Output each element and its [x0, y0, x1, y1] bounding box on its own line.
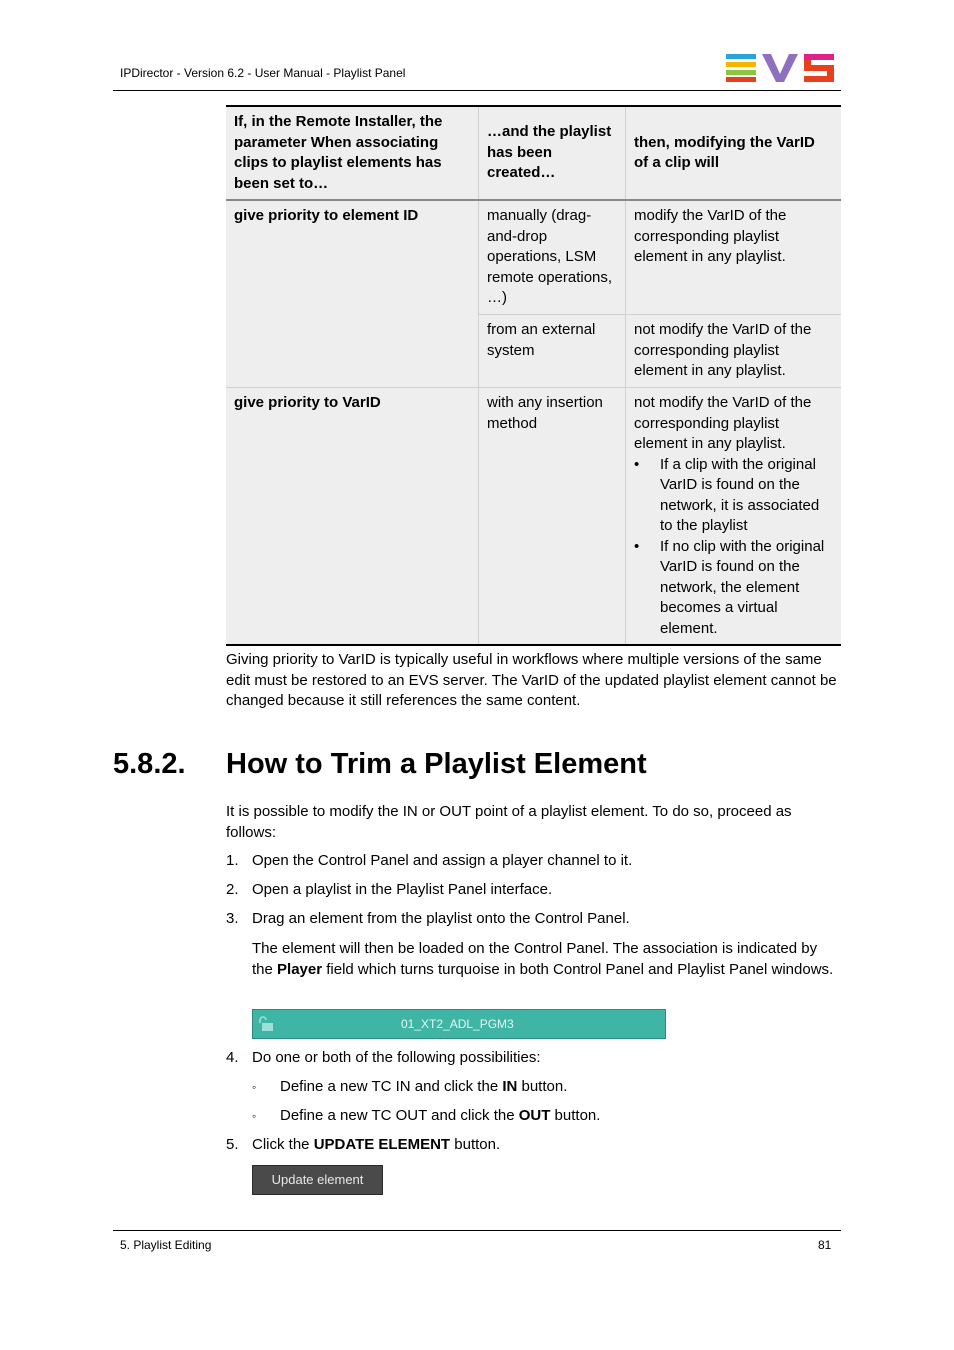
step-3: 3. Drag an element from the playlist onto the Control Panel.	[226, 910, 630, 927]
step-1: 1. Open the Control Panel and assign a player channel to it.	[226, 852, 633, 869]
evs-logo	[726, 54, 834, 82]
list-item: • If no clip with the original VarID is found on the network, the element becomes a virtual element.	[634, 537, 833, 640]
update-element-button[interactable]: Update element	[252, 1165, 383, 1195]
table-cell: modify the VarID of the corresponding playlist element in any playlist.	[626, 200, 842, 315]
unlock-icon	[257, 1016, 275, 1032]
table-cell: manually (drag-and-drop operations, LSM remote operations, …)	[479, 200, 626, 315]
step-4: 4. Do one or both of the following possibilities:	[226, 1049, 541, 1066]
footer-chapter: 5. Playlist Editing	[120, 1238, 212, 1252]
table-row	[226, 200, 841, 315]
bullet-list	[634, 455, 833, 640]
section-title: How to Trim a Playlist Element	[226, 748, 647, 780]
step-2: 2. Open a playlist in the Playlist Panel interface.	[226, 881, 553, 898]
section-number: 5.8.2.	[113, 748, 186, 780]
table-cell: not modify the VarID of the corresponding playlist element in any playlist.	[626, 315, 842, 388]
step-4-option-out: ◦ Define a new TC OUT and click the OUT button.	[252, 1107, 601, 1124]
player-field[interactable]	[252, 1009, 666, 1039]
table-cell: give priority to element ID	[226, 200, 479, 388]
table-row	[226, 388, 841, 646]
table-cell: with any insertion method	[479, 388, 626, 646]
list-item: • If a clip with the original VarID is found on the network, it is associated to the playlist	[634, 455, 833, 537]
section-heading	[113, 748, 647, 781]
page-number: 81	[818, 1238, 832, 1252]
varid-behavior-table	[226, 105, 841, 646]
player-field-label: 01_XT2_ADL_PGM3	[401, 1017, 514, 1031]
footer-rule	[113, 1230, 841, 1231]
step-5: 5. Click the UPDATE ELEMENT button.	[226, 1136, 501, 1153]
table-cell: from an external system	[479, 315, 626, 388]
table-header-cell: then, modifying the VarID of a clip will	[626, 106, 842, 200]
header-rule	[113, 90, 841, 91]
table-header-cell: If, in the Remote Installer, the parameter When associating clips to playlist elements has been set to…	[226, 106, 479, 200]
header-title: IPDirector - Version 6.2 - User Manual - Playlist Panel	[120, 66, 406, 80]
table-cell: give priority to VarID	[226, 388, 479, 646]
intro-paragraph: Giving priority to VarID is typically useful in workflows where multiple versions of the same edit must be restored to an EVS server. The VarID of the updated playlist element cannot be changed because it still references the same content.	[226, 651, 837, 709]
step-4-option-in: ◦ Define a new TC IN and click the IN button.	[252, 1078, 568, 1095]
table-header-cell: …and the playlist has been created…	[479, 106, 626, 200]
table-header-row	[226, 106, 841, 200]
section-intro: It is possible to modify the IN or OUT point of a playlist element. To do so, proceed as follows:	[226, 803, 792, 841]
table-cell	[626, 388, 842, 646]
cell-text: not modify the VarID of the corresponding playlist element in any playlist.	[634, 394, 812, 452]
step-3-note: The element will then be loaded on the Control Panel. The association is indicated by the Player field which turns turquoise in both Control Panel and Playlist Panel windows.	[252, 940, 834, 978]
